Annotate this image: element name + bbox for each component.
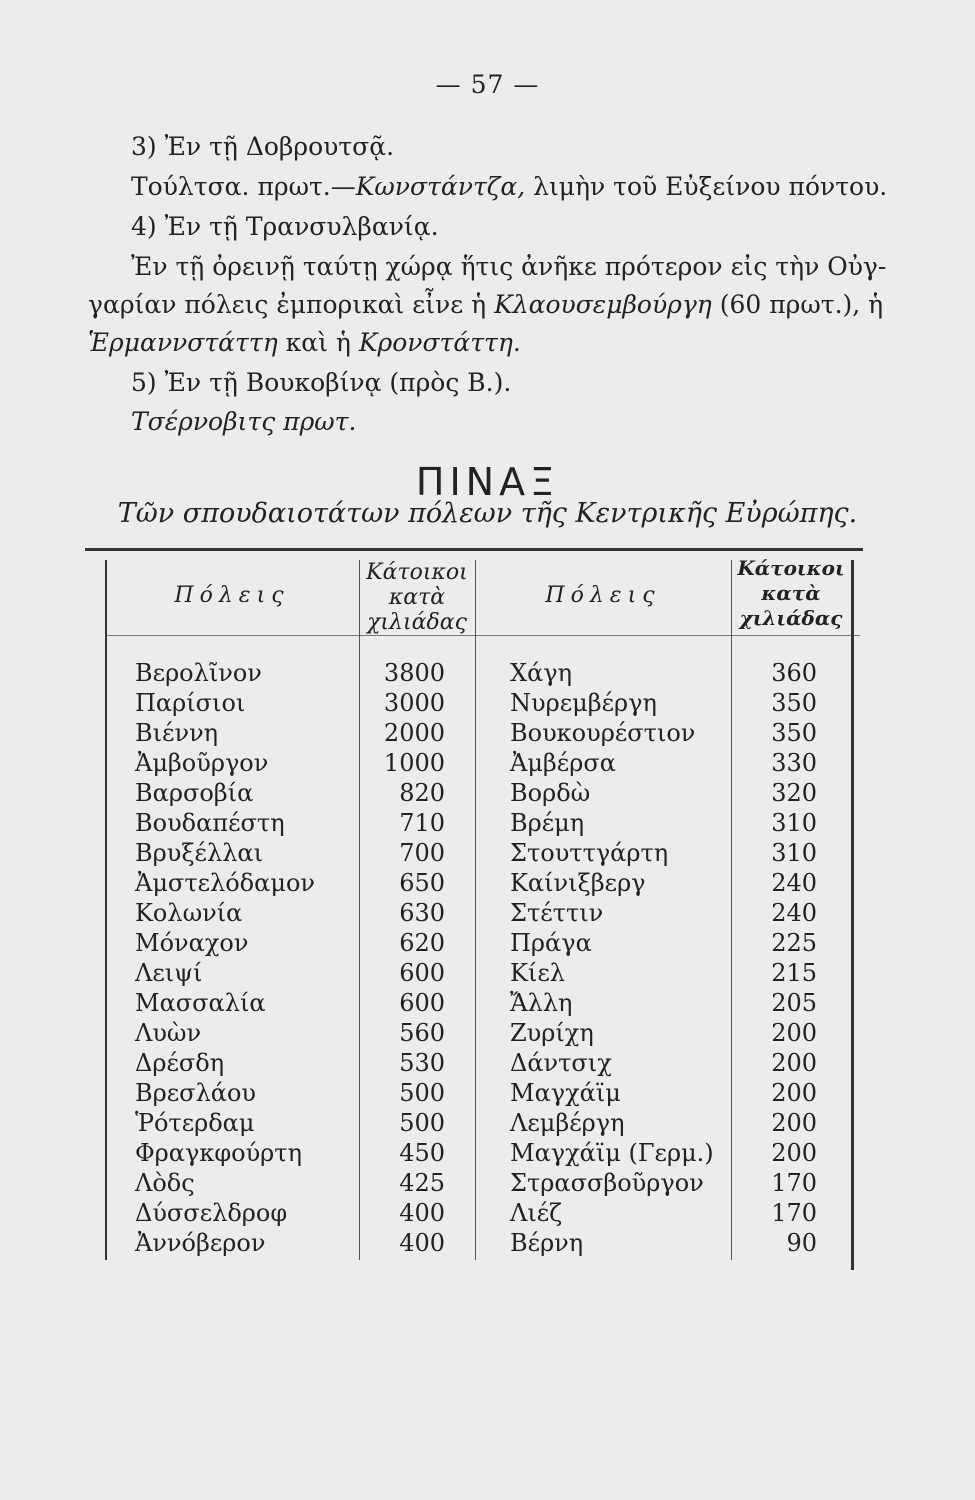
page-number: — 57 —: [435, 70, 540, 99]
cities-table: [105, 548, 860, 1268]
intro-line-3: 4) Ἐν τῇ Τρανσυλβανίᾳ.: [131, 212, 439, 241]
city-name: Ἀννόβερον: [135, 1229, 266, 1257]
population-value: 200: [771, 1139, 817, 1167]
population-value: 400: [399, 1229, 445, 1257]
city-name: Καίνιξβεργ: [510, 869, 646, 897]
population-value: 530: [399, 1049, 445, 1077]
population-value: 3800: [383, 659, 445, 687]
header-cities-right: Πόλεις: [545, 583, 661, 608]
population-value: 200: [771, 1109, 817, 1137]
population-value: 500: [399, 1079, 445, 1107]
population-value: 200: [771, 1049, 817, 1077]
header-pop-right: [731, 556, 851, 631]
population-value: 215: [771, 959, 817, 987]
table-title: ΠΙΝΑΞ: [415, 460, 560, 504]
intro-line-8: Τσέρνοβιτς πρωτ.: [131, 407, 357, 436]
intro-line-4: Ἐν τῇ ὀρεινῇ ταύτῃ χώρᾳ ἥτις ἀνῆκε πρότερον εἰς τὴν Οὐγ-: [131, 252, 887, 281]
population-value: 400: [399, 1199, 445, 1227]
header-pop-left-l2: κατὰ: [388, 585, 446, 610]
city-name: Βουκουρέστιον: [510, 719, 696, 747]
city-name: Μόναχον: [135, 929, 249, 957]
population-value: 310: [771, 809, 817, 837]
intro-line-1: 3) Ἐν τῇ Δοβρουτσᾷ.: [131, 132, 395, 161]
city-name: Βερολῖνον: [135, 659, 262, 687]
population-value: 170: [771, 1169, 817, 1197]
city-name: Κίελ: [510, 959, 565, 987]
population-value: 2000: [383, 719, 445, 747]
city-name: Ῥότερδαμ: [135, 1109, 255, 1137]
population-value: 310: [771, 839, 817, 867]
population-value: 500: [399, 1109, 445, 1137]
left-city-column: [135, 658, 355, 1258]
population-value: 360: [771, 659, 817, 687]
city-name: Βρεσλάου: [135, 1079, 257, 1107]
city-name: Δύσσελδροφ: [135, 1199, 288, 1227]
intro-line-2b: Κωνστάντζα,: [355, 172, 526, 201]
header-pop-left: [359, 560, 475, 635]
header-cities-left: Πόλεις: [174, 583, 290, 608]
city-name: Κολωνία: [135, 899, 243, 927]
intro-line-5c: (60 πρωτ.), ἡ: [711, 290, 884, 319]
city-name: Μαγχάϊμ (Γερμ.): [510, 1139, 714, 1167]
population-value: 820: [399, 779, 445, 807]
city-name: Ἄλλη: [510, 989, 573, 1017]
city-name: Νυρεμβέργη: [510, 689, 657, 717]
city-name: Πράγα: [510, 929, 592, 957]
population-value: 350: [771, 689, 817, 717]
population-value: 200: [771, 1019, 817, 1047]
city-name: Βρέμη: [510, 809, 585, 837]
population-value: 320: [771, 779, 817, 807]
intro-line-6a: Ἑρμαννστάττη: [88, 328, 278, 357]
city-name: Ἀμβέρσα: [510, 749, 616, 777]
city-name: Ἀμστελόδαμον: [135, 869, 315, 897]
city-name: Λὸδς: [135, 1169, 195, 1197]
population-value: 90: [786, 1229, 817, 1257]
header-pop-left-l3: χιλιάδας: [367, 610, 467, 635]
intro-line-5a: γαρίαν πόλεις ἐμπορικαὶ εἶνε ἡ: [88, 290, 495, 319]
city-name: Βέρνη: [510, 1229, 584, 1257]
city-name: Μασσαλία: [135, 989, 266, 1017]
intro-line-7: 5) Ἐν τῇ Βουκοβίνᾳ (πρὸς Β.).: [131, 368, 512, 397]
intro-line-2c: λιμὴν τοῦ Εὐξείνου πόντου.: [525, 172, 888, 201]
city-name: Μαγχάϊμ: [510, 1079, 621, 1107]
intro-line-6: [88, 328, 521, 358]
population-value: 200: [771, 1079, 817, 1107]
header-pop-left-l1: Κάτοικοι: [366, 560, 468, 585]
table-subtitle: Τῶν σπουδαιοτάτων πόλεων τῆς Κεντρικῆς Εὐρώπης.: [117, 498, 858, 529]
city-name: Λυὼν: [135, 1019, 202, 1047]
city-name: Λιέζ: [510, 1199, 563, 1227]
right-city-column: [510, 658, 730, 1258]
population-value: 1000: [383, 749, 445, 777]
header-pop-right-l1: Κάτοικοι: [737, 556, 845, 580]
city-name: Στέττιν: [510, 899, 604, 927]
intro-line-5: [88, 290, 883, 320]
city-name: Στρασσβοῦργον: [510, 1169, 704, 1197]
city-name: Παρίσιοι: [135, 689, 246, 717]
population-value: 170: [771, 1199, 817, 1227]
population-value: 3000: [383, 689, 445, 717]
population-value: 700: [399, 839, 445, 867]
population-value: 560: [399, 1019, 445, 1047]
city-name: Δάντσιχ: [510, 1049, 612, 1077]
table-divider-2: [475, 560, 476, 1260]
intro-line-5b: Κλαουσεμβούργη: [494, 290, 712, 319]
population-value: 330: [771, 749, 817, 777]
intro-line-6b: καὶ ἡ: [277, 328, 359, 357]
intro-line-2a: Τούλτσα. πρωτ.—: [131, 172, 356, 201]
city-name: Λειψί: [135, 959, 203, 987]
city-name: Βορδὼ: [510, 779, 591, 807]
city-name: Βιέννη: [135, 719, 219, 747]
city-name: Βουδαπέστη: [135, 809, 285, 837]
left-population-column: [359, 658, 445, 1258]
population-value: 240: [771, 869, 817, 897]
right-population-column: [731, 658, 817, 1258]
population-value: 350: [771, 719, 817, 747]
city-name: Δρέσδη: [135, 1049, 225, 1077]
population-value: 240: [771, 899, 817, 927]
header-pop-right-l3: χιλιάδας: [739, 606, 843, 630]
city-name: Βαρσοβία: [135, 779, 254, 807]
table-right-border: [851, 560, 854, 1270]
population-value: 710: [399, 809, 445, 837]
city-name: Στουττγάρτη: [510, 839, 669, 867]
table-left-border: [105, 560, 107, 1260]
table-top-rule: [85, 548, 863, 551]
population-value: 205: [771, 989, 817, 1017]
population-value: 425: [399, 1169, 445, 1197]
population-value: 650: [399, 869, 445, 897]
population-value: 600: [399, 959, 445, 987]
intro-line-6c: Κρονστάττη.: [358, 328, 521, 357]
city-name: Βρυξέλλαι: [135, 839, 264, 867]
city-name: Ζυρίχη: [510, 1019, 594, 1047]
intro-line-2: [131, 172, 887, 202]
table-header-rule: [105, 635, 860, 636]
population-value: 620: [399, 929, 445, 957]
population-value: 630: [399, 899, 445, 927]
population-value: 600: [399, 989, 445, 1017]
population-value: 225: [771, 929, 817, 957]
header-pop-right-l2: κατὰ: [761, 581, 821, 605]
city-name: Χάγη: [510, 659, 573, 687]
population-value: 450: [399, 1139, 445, 1167]
city-name: Ἀμβοῦργον: [135, 749, 269, 777]
city-name: Φραγκφούρτη: [135, 1139, 302, 1167]
city-name: Λεμβέργη: [510, 1109, 625, 1137]
